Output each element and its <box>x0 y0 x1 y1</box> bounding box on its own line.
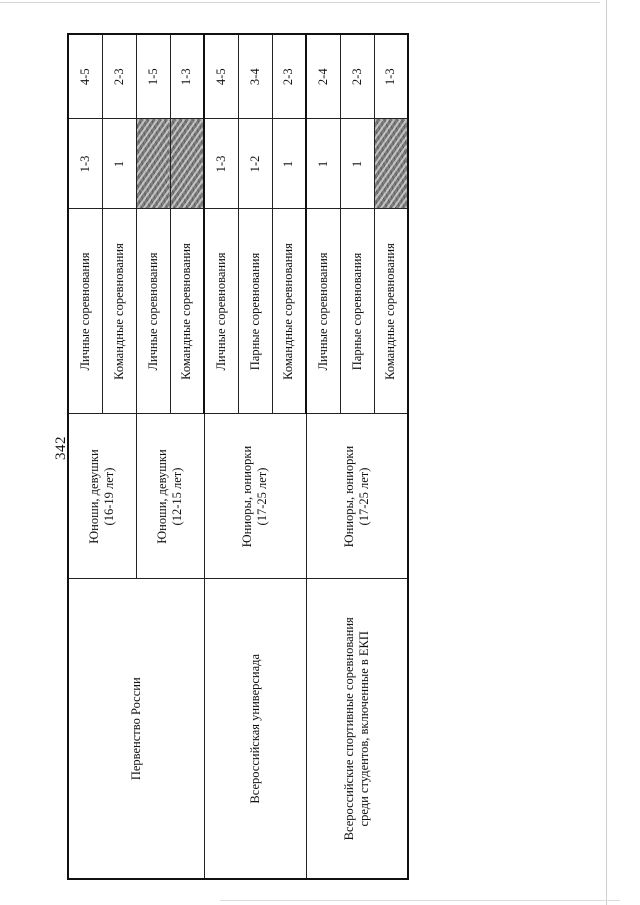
age-category-cell: Юноши, девушки (16-19 лет) <box>68 414 136 579</box>
event-cell: Первенство России <box>68 579 204 879</box>
table-row <box>306 34 340 879</box>
stained-cell <box>136 119 170 209</box>
age-category-cell: Юниоры, юниорки (17-25 лет) <box>204 414 306 579</box>
place-range-cell: 1 <box>306 119 340 209</box>
place-range-cell: 1-3 <box>170 34 204 119</box>
place-range-cell: 1-3 <box>68 119 102 209</box>
place-range-cell: 1-5 <box>136 34 170 119</box>
place-range-cell: 1 <box>102 119 136 209</box>
stained-cell <box>170 119 204 209</box>
sports-ranking-table <box>67 33 409 880</box>
competition-type-cell: Командные соревнования <box>170 209 204 414</box>
competition-type-cell: Личные соревнования <box>68 209 102 414</box>
event-cell: Всероссийские спортивные соревнования среди студентов, включенные в ЕКП <box>306 579 408 879</box>
table-row <box>204 34 238 879</box>
competition-type-cell: Личные соревнования <box>204 209 238 414</box>
competition-type-cell: Командные соревнования <box>272 209 306 414</box>
scan-edge-right <box>606 0 607 905</box>
place-range-cell: 1-2 <box>238 119 272 209</box>
competition-type-cell: Командные соревнования <box>374 209 408 414</box>
event-cell: Всероссийская универсиада <box>204 579 306 879</box>
stained-cell <box>374 119 408 209</box>
scan-edge-top <box>0 2 600 3</box>
place-range-cell: 2-4 <box>306 34 340 119</box>
table-row <box>68 34 102 879</box>
competition-type-cell: Личные соревнования <box>136 209 170 414</box>
place-range-cell: 1-3 <box>204 119 238 209</box>
place-range-cell: 1-3 <box>374 34 408 119</box>
competition-type-cell: Командные соревнования <box>102 209 136 414</box>
competition-type-cell: Личные соревнования <box>306 209 340 414</box>
place-range-cell: 4-5 <box>204 34 238 119</box>
age-category-cell: Юниоры, юниорки (17-25 лет) <box>306 414 408 579</box>
place-range-cell: 1 <box>272 119 306 209</box>
competition-type-cell: Парные соревнования <box>340 209 374 414</box>
page-number: 342 <box>53 436 69 460</box>
rotated-page <box>53 35 407 880</box>
place-range-cell: 2-3 <box>272 34 306 119</box>
place-range-cell: 3-4 <box>238 34 272 119</box>
place-range-cell: 1 <box>340 119 374 209</box>
place-range-cell: 4-5 <box>68 34 102 119</box>
age-category-cell: Юноши, девушки (12-15 лет) <box>136 414 204 579</box>
place-range-cell: 2-3 <box>340 34 374 119</box>
place-range-cell: 2-3 <box>102 34 136 119</box>
scan-edge-bottom <box>220 900 620 901</box>
competition-type-cell: Парные соревнования <box>238 209 272 414</box>
